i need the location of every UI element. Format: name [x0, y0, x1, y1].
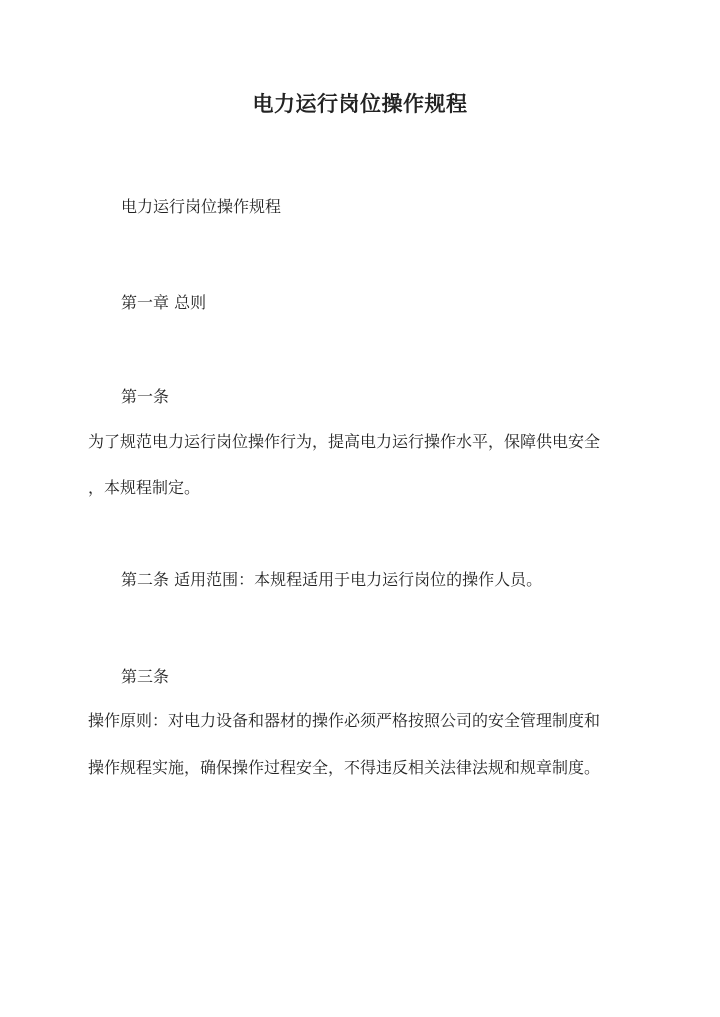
document-title: 电力运行岗位操作规程	[252, 91, 468, 116]
article-3-heading: 第三条	[121, 667, 170, 686]
document-subtitle: 电力运行岗位操作规程	[121, 197, 282, 216]
article-1-heading: 第一条	[121, 387, 170, 406]
chapter-heading: 第一章 总则	[121, 293, 207, 312]
article-1-line-2: ，本规程制定。	[88, 478, 201, 497]
article-2-text: 第二条 适用范围：本规程适用于电力运行岗位的操作人员。	[121, 570, 543, 589]
article-3-line-1: 操作原则：对电力设备和器材的操作必须严格按照公司的安全管理制度和	[88, 711, 601, 730]
article-3-line-2: 操作规程实施，确保操作过程安全，不得违反相关法律法规和规章制度。	[88, 758, 601, 777]
article-1-line-1: 为了规范电力运行岗位操作行为，提高电力运行操作水平，保障供电安全	[88, 432, 601, 451]
